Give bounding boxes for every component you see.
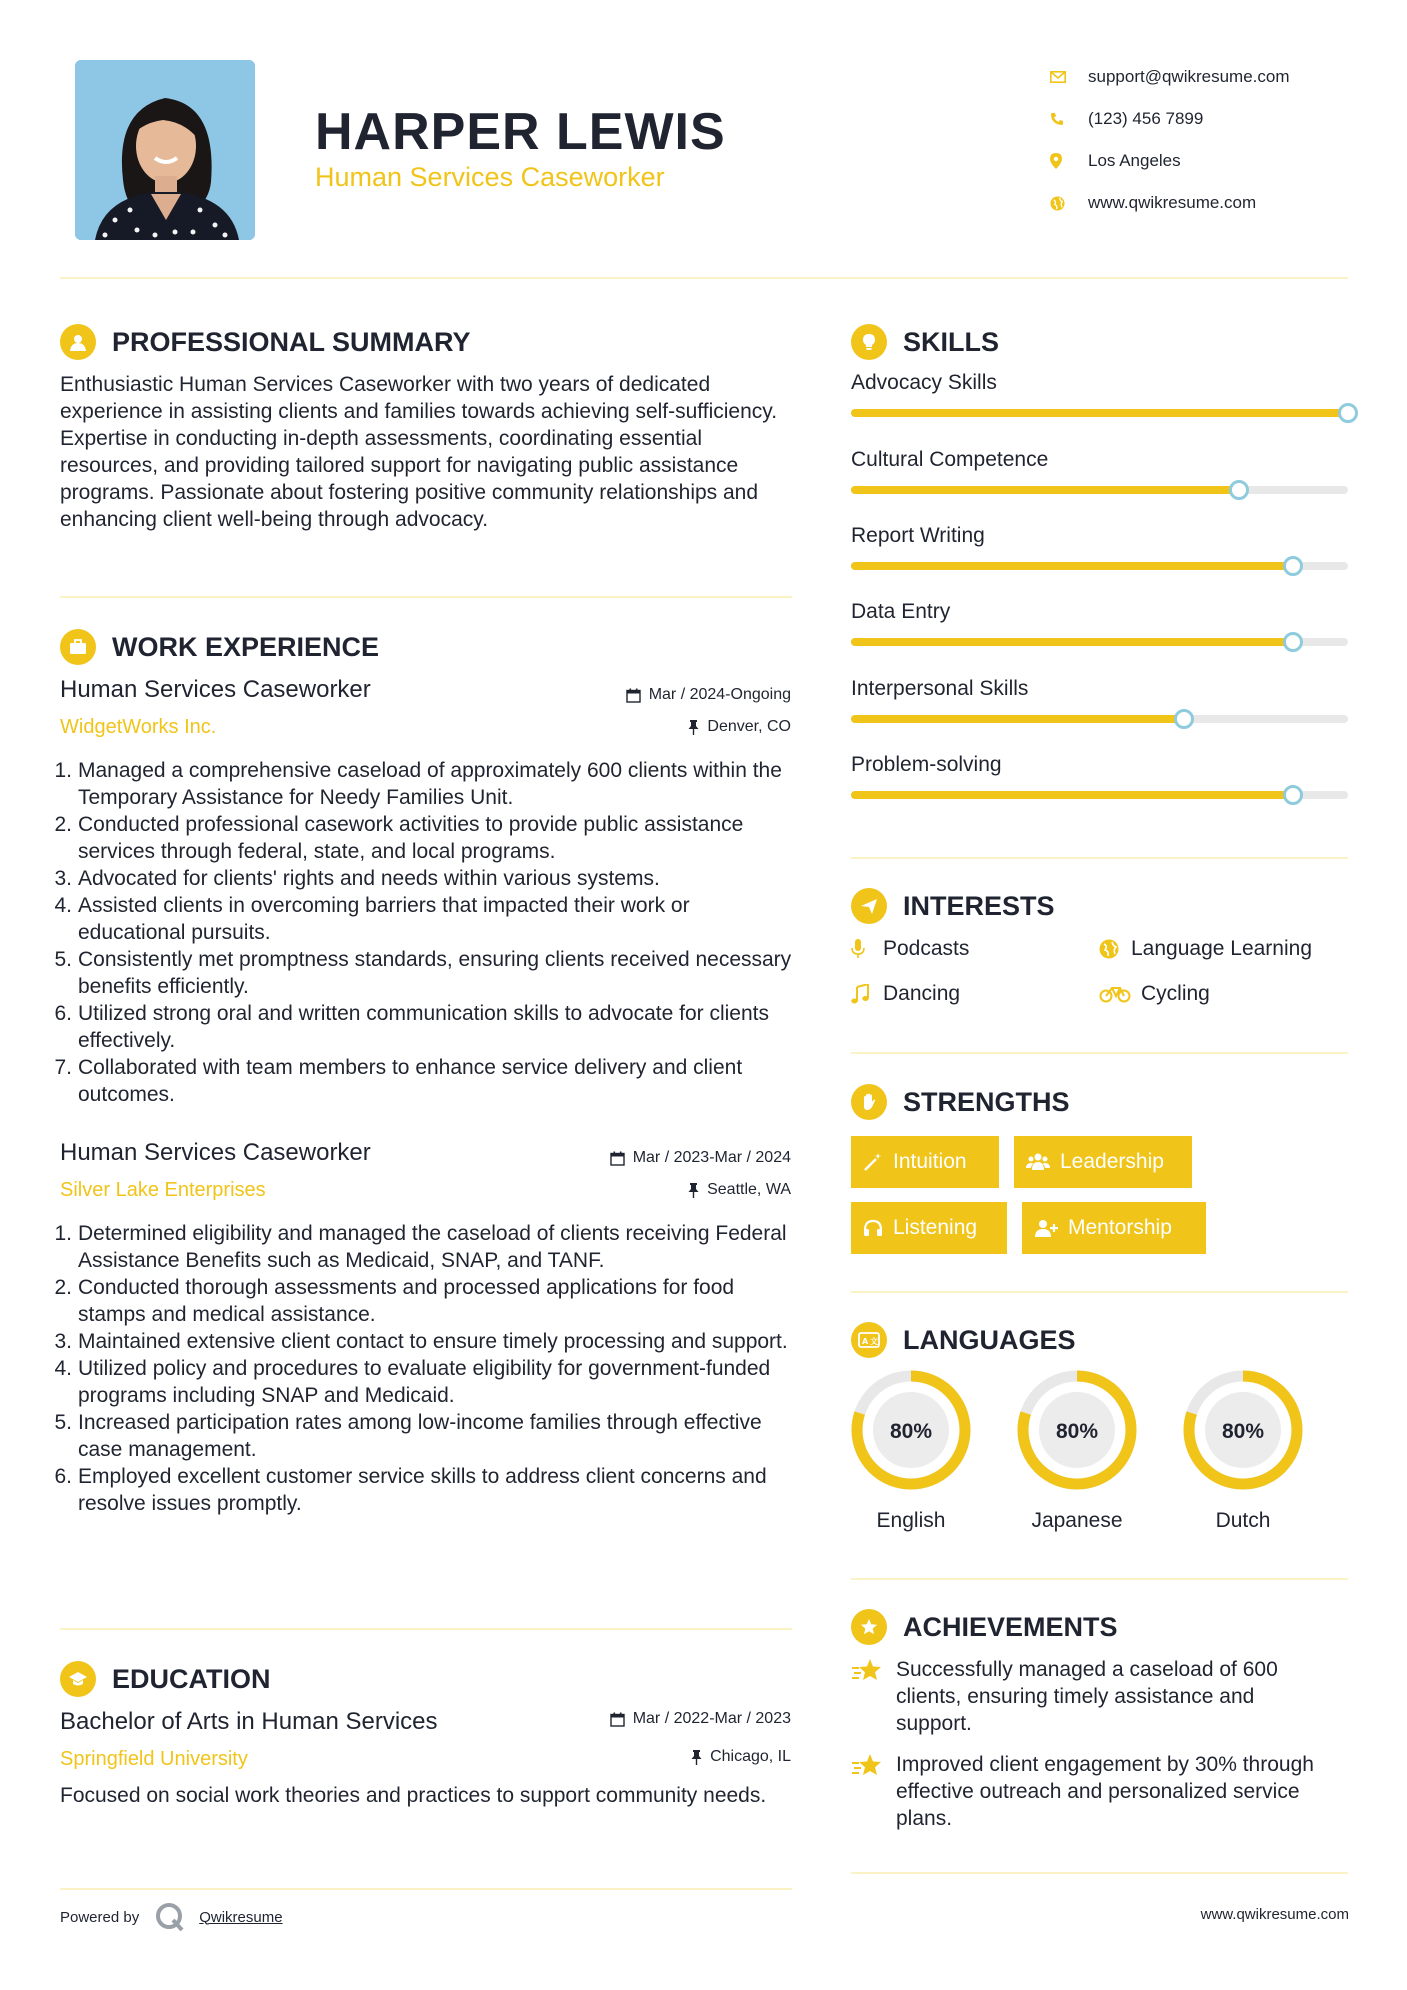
skill-label: Advocacy Skills xyxy=(851,371,997,394)
list-item: 4. Assisted clients in overcoming barriers that impacted their work or educational pursuits. xyxy=(54,894,690,944)
candidate-name: HARPER LEWIS xyxy=(315,103,726,161)
powered-by-label: Powered by xyxy=(60,1908,140,1926)
strength-tag-intuition xyxy=(851,1136,999,1188)
language-ring xyxy=(849,1368,973,1492)
strength-label: Leadership xyxy=(1060,1150,1164,1173)
job-1-duties xyxy=(50,757,792,1108)
skill-data-entry xyxy=(851,600,1348,624)
interests-title: INTERESTS xyxy=(903,890,1055,921)
skill-track xyxy=(851,486,1348,494)
skill-advocacy xyxy=(851,371,1348,395)
job-1-company: WidgetWorks Inc. xyxy=(60,716,217,738)
job-1-date-text: Mar / 2024-Ongoing xyxy=(648,686,791,703)
header-divider xyxy=(60,277,1348,279)
star-icon xyxy=(851,1656,896,1737)
powered-by xyxy=(60,1902,283,1932)
skill-track xyxy=(851,791,1348,799)
hand-icon xyxy=(851,1084,887,1120)
interest-label: Podcasts xyxy=(883,937,970,960)
language-card-icon xyxy=(851,1322,887,1358)
education-divider xyxy=(60,1888,792,1890)
education-degree: Bachelor of Arts in Human Services xyxy=(60,1708,438,1735)
job-2-title: Human Services Caseworker xyxy=(60,1139,371,1166)
footer-url[interactable]: www.qwikresume.com xyxy=(1200,1906,1349,1923)
job-1-location xyxy=(688,718,791,736)
languages-title: LANGUAGES xyxy=(903,1324,1076,1355)
interest-label: Cycling xyxy=(1141,982,1210,1005)
education-date xyxy=(610,1710,791,1728)
contact-email-text: support@qwikresume.com xyxy=(1088,67,1290,86)
achievement-item xyxy=(851,1751,1336,1832)
job-1-title: Human Services Caseworker xyxy=(60,676,371,703)
list-item: 2. Conducted thorough assessments and processed applications for food stamps and medical assistance. xyxy=(54,1276,735,1326)
list-item: 5. Increased participation rates among low-income families through effective case management. xyxy=(54,1411,762,1461)
skill-fill xyxy=(851,409,1348,417)
job-1-date xyxy=(626,686,791,704)
location-pin-icon xyxy=(1050,153,1088,169)
skills-title: SKILLS xyxy=(903,326,1000,357)
music-note-icon xyxy=(851,984,883,1004)
pushpin-icon xyxy=(691,1750,702,1765)
education-location-text: Chicago, IL xyxy=(710,1748,791,1765)
skill-cultural-competence xyxy=(851,448,1348,472)
education-heading xyxy=(60,1661,271,1697)
skill-fill xyxy=(851,562,1293,570)
achievement-text: Improved client engagement by 30% through effective outreach and personalized service plans. xyxy=(896,1753,1314,1830)
globe-icon xyxy=(1099,939,1131,959)
contact-email[interactable] xyxy=(1050,56,1290,98)
list-item: 6. Utilized strong oral and written communication skills to advocate for clients effectively. xyxy=(54,1002,769,1052)
skill-fill xyxy=(851,791,1293,799)
skill-label: Cultural Competence xyxy=(851,448,1049,471)
profile-photo xyxy=(75,60,255,240)
skill-report-writing xyxy=(851,524,1348,548)
skill-label: Data Entry xyxy=(851,600,951,623)
skill-slider-knob[interactable] xyxy=(1338,403,1358,423)
job-2-date-text: Mar / 2023-Mar / 2024 xyxy=(632,1149,791,1166)
job-2-company: Silver Lake Enterprises xyxy=(60,1179,266,1201)
svg-text:文: 文 xyxy=(870,1337,878,1346)
education-school: Springfield University xyxy=(60,1748,248,1770)
experience-heading xyxy=(60,629,379,665)
achievement-item xyxy=(851,1656,1336,1737)
users-icon xyxy=(1026,1152,1050,1172)
interest-label: Dancing xyxy=(883,982,961,1005)
list-item: 1. Determined eligibility and managed the caseload of clients receiving Federal Assistance Benefits such as Medicaid, SNAP, and TANF. xyxy=(54,1222,787,1272)
interest-dancing xyxy=(851,982,960,1006)
summary-text: Enthusiastic Human Services Caseworker with two years of dedicated experience in assisting clients and families towards achieving self-sufficiency. Expertise in conducting in-depth assessments, coordinating essential resources, and providing tailored support for navigating public assistance programs. Passionate about fostering positive community relationships and enhancing client well-being through advocacy. xyxy=(60,373,778,531)
skill-track xyxy=(851,638,1348,646)
language-japanese xyxy=(1015,1368,1139,1533)
skill-interpersonal xyxy=(851,677,1348,701)
education-text: Focused on social work theories and practices to support community needs. xyxy=(60,1784,767,1807)
contact-website[interactable] xyxy=(1050,182,1290,224)
candidate-role: Human Services Caseworker xyxy=(315,162,665,192)
list-item: 3. Maintained extensive client contact to ensure timely processing and support. xyxy=(54,1330,788,1353)
microphone-icon xyxy=(851,939,883,959)
bicycle-icon xyxy=(1099,985,1141,1003)
calendar-icon xyxy=(626,688,641,703)
interest-label: Language Learning xyxy=(1131,937,1313,960)
summary-divider xyxy=(60,596,792,598)
language-percent: 80% xyxy=(1221,1420,1265,1443)
language-english xyxy=(849,1368,973,1533)
skill-label: Interpersonal Skills xyxy=(851,677,1029,700)
qwikresume-logo-icon xyxy=(155,1902,185,1932)
graduation-icon xyxy=(60,1661,96,1697)
interest-cycling xyxy=(1099,982,1210,1006)
language-label: English xyxy=(876,1509,946,1532)
summary-title: PROFESSIONAL SUMMARY xyxy=(112,326,471,357)
skill-fill xyxy=(851,638,1293,646)
contact-location xyxy=(1050,140,1290,182)
list-item: 3. Advocated for clients' rights and needs within various systems. xyxy=(54,867,660,890)
list-item: 6. Employed excellent customer service skills to address client concerns and resolve issues promptly. xyxy=(54,1465,767,1515)
job-1-location-text: Denver, CO xyxy=(707,718,791,735)
skill-slider-knob[interactable] xyxy=(1283,785,1303,805)
skill-slider-knob[interactable] xyxy=(1283,632,1303,652)
interest-language-learning xyxy=(1099,937,1312,961)
interests-heading xyxy=(851,888,1055,924)
achievements-divider xyxy=(851,1872,1348,1874)
pushpin-icon xyxy=(688,1183,699,1198)
job-2-location xyxy=(688,1181,791,1199)
achievements-title: ACHIEVEMENTS xyxy=(903,1611,1118,1642)
phone-icon xyxy=(1050,112,1088,126)
language-percent: 80% xyxy=(889,1420,933,1443)
interests-divider xyxy=(851,1052,1348,1054)
skill-slider-knob[interactable] xyxy=(1229,480,1249,500)
contact-list xyxy=(1050,56,1290,224)
list-item: 4. Utilized policy and procedures to evaluate eligibility for government-funded programs including SNAP and Medicaid. xyxy=(54,1357,771,1407)
headphones-icon xyxy=(863,1218,883,1238)
strength-label: Mentorship xyxy=(1068,1216,1172,1239)
list-item: 7. Collaborated with team members to enhance service delivery and client outcomes. xyxy=(54,1056,743,1106)
language-ring xyxy=(1015,1368,1139,1492)
user-icon xyxy=(60,324,96,360)
strength-tag-listening xyxy=(851,1202,1007,1254)
briefcase-icon xyxy=(60,629,96,665)
skill-label: Problem-solving xyxy=(851,753,1002,776)
list-item: 2. Conducted professional casework activities to provide public assistance services through federal, state, and local programs. xyxy=(54,813,744,863)
strengths-heading xyxy=(851,1084,1070,1120)
calendar-icon xyxy=(610,1712,625,1727)
contact-location-text: Los Angeles xyxy=(1088,151,1181,170)
strengths-divider xyxy=(851,1291,1348,1293)
language-label: Japanese xyxy=(1031,1509,1123,1532)
education-date-text: Mar / 2022-Mar / 2023 xyxy=(632,1710,791,1727)
contact-website-text: www.qwikresume.com xyxy=(1088,193,1257,212)
svg-text:A: A xyxy=(862,1337,869,1346)
education-title: EDUCATION xyxy=(112,1663,271,1694)
skill-track xyxy=(851,715,1348,723)
language-label: Dutch xyxy=(1215,1509,1271,1532)
skills-heading xyxy=(851,324,999,360)
interest-podcasts xyxy=(851,937,969,961)
pushpin-icon xyxy=(688,720,699,735)
list-item: 5. Consistently met promptness standards, ensuring clients received necessary benefits efficiently. xyxy=(54,948,792,998)
contact-phone[interactable] xyxy=(1050,98,1290,140)
languages-heading xyxy=(851,1322,1076,1358)
achievements-heading xyxy=(851,1609,1118,1645)
job-2-location-text: Seattle, WA xyxy=(707,1181,791,1198)
experience-title: WORK EXPERIENCE xyxy=(112,631,380,662)
globe-icon xyxy=(1050,196,1088,211)
magic-wand-icon xyxy=(863,1152,883,1172)
list-item: 1. Managed a comprehensive caseload of approximately 600 clients within the Temporary Assistance for Needy Families Unit. xyxy=(54,759,782,809)
skill-fill xyxy=(851,715,1184,723)
strength-tag-leadership xyxy=(1014,1136,1192,1188)
lightbulb-icon xyxy=(851,324,887,360)
skill-slider-knob[interactable] xyxy=(1174,709,1194,729)
qwikresume-link[interactable]: Qwikresume xyxy=(199,1908,283,1926)
strength-tag-mentorship xyxy=(1022,1202,1206,1254)
paper-plane-icon xyxy=(851,888,887,924)
achievement-text: Successfully managed a caseload of 600 clients, ensuring timely assistance and support. xyxy=(896,1658,1278,1735)
star-badge-icon xyxy=(851,1609,887,1645)
skill-fill xyxy=(851,486,1239,494)
skills-divider xyxy=(851,857,1348,859)
education-location xyxy=(691,1748,791,1766)
job-2-duties xyxy=(50,1220,792,1517)
language-percent: 80% xyxy=(1055,1420,1099,1443)
skill-slider-knob[interactable] xyxy=(1283,556,1303,576)
summary-heading xyxy=(60,324,471,360)
envelope-icon xyxy=(1050,71,1088,83)
strength-label: Intuition xyxy=(893,1150,967,1173)
skill-problem-solving xyxy=(851,753,1348,777)
job-2-date xyxy=(610,1149,791,1167)
strength-label: Listening xyxy=(893,1216,978,1239)
star-icon xyxy=(851,1751,896,1832)
user-plus-icon xyxy=(1034,1218,1058,1238)
languages-divider xyxy=(851,1578,1348,1580)
strengths-title: STRENGTHS xyxy=(903,1086,1070,1117)
skill-track xyxy=(851,562,1348,570)
language-dutch xyxy=(1181,1368,1305,1533)
skill-track xyxy=(851,409,1348,417)
skill-label: Report Writing xyxy=(851,524,985,547)
contact-phone-text: (123) 456 7899 xyxy=(1088,109,1204,128)
calendar-icon xyxy=(610,1151,625,1166)
experience-divider xyxy=(60,1628,792,1630)
language-ring xyxy=(1181,1368,1305,1492)
